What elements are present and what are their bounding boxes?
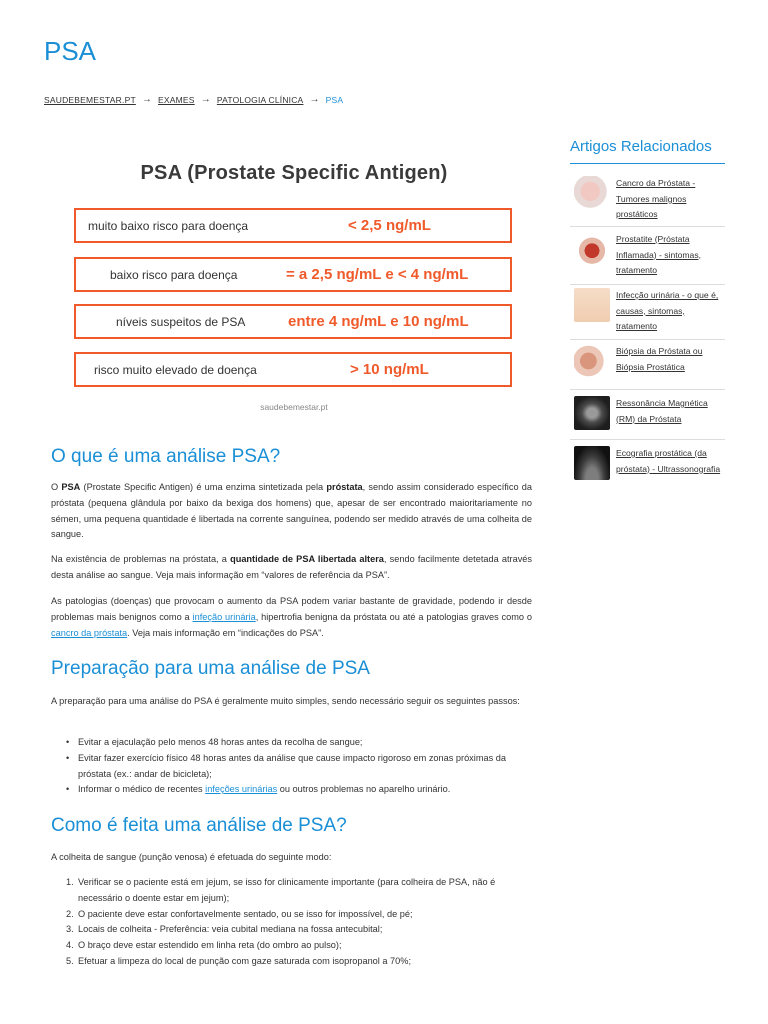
related-article-link[interactable]: Ressonância Magnética (RM) da Próstata <box>616 398 708 424</box>
breadcrumb-current: PSA <box>325 94 344 105</box>
procedure-list <box>51 875 532 970</box>
paragraph: A colheita de sangue (punção venosa) é efetuada do seguinte modo: <box>51 852 332 862</box>
infographic-watermark: saudebemestar.pt <box>260 402 328 412</box>
related-article-link[interactable]: Prostatite (Próstata Inflamada) - sintomas, tratamento <box>616 234 702 275</box>
preparation-list <box>51 735 532 798</box>
infographic-row-label: risco muito elevado de doença <box>94 362 257 377</box>
breadcrumb <box>44 94 343 105</box>
link-cancro-da-prostata[interactable]: cancro da próstata <box>51 627 128 638</box>
sidebar-divider <box>570 389 725 390</box>
psa-infographic <box>66 150 522 420</box>
list-item: • Informar o médico de recentes infeções urinárias ou outros problemas no aparelho urinário. <box>51 782 532 798</box>
breadcrumb-patologia-link[interactable]: PATOLOGIA CLÍNICA <box>216 94 304 105</box>
sidebar-title: Artigos Relacionados <box>570 138 712 155</box>
infographic-row <box>74 352 512 387</box>
infographic-row-label: baixo risco para doença <box>110 267 238 282</box>
list-item: • Evitar fazer exercício físico 48 horas antes da análise que cause impacto rigoroso em zonas próximas da próstata (ex.: andar de bicicleta); <box>51 751 532 783</box>
breadcrumb-arrow-icon: → <box>200 94 211 105</box>
infographic-row-label: muito baixo risco para doença <box>88 218 249 233</box>
related-article-link[interactable]: Cancro da Próstata - Tumores malignos prostáticos <box>616 178 696 219</box>
section-heading-como-e-feita: Como é feita uma análise de PSA? <box>51 815 347 836</box>
list-item: 3. Locais de colheita - Preferência: veia cubital mediana na fossa antecubital; <box>66 924 383 935</box>
related-article-link[interactable]: Infecção urinária - o que é, causas, sintomas, tratamento <box>616 290 719 331</box>
page-title: PSA <box>44 36 97 66</box>
infographic-title: PSA (Prostate Specific Antigen) <box>140 162 448 184</box>
sidebar-divider <box>570 226 725 227</box>
infographic-row-value: = a 2,5 ng/mL e < 4 ng/mL <box>286 266 469 283</box>
infographic-row-label: níveis suspeitos de PSA <box>116 314 246 329</box>
biopsy-thumbnail-icon <box>574 344 610 378</box>
link-infecao-urinaria[interactable]: infeção urinária <box>192 611 256 622</box>
related-article[interactable] <box>574 288 726 335</box>
list-item: 4. O braço deve estar estendido em linha reta (do ombro ao pulso); <box>66 940 342 951</box>
infographic-row-value: < 2,5 ng/mL <box>348 217 431 234</box>
section-heading-preparacao: Preparação para uma análise de PSA <box>51 658 370 679</box>
related-article[interactable] <box>574 232 726 279</box>
infographic-row <box>74 208 512 243</box>
related-article[interactable] <box>574 446 726 480</box>
related-article[interactable] <box>574 344 726 378</box>
paragraph: O PSA (Prostate Specific Antigen) é uma enzima sintetizada pela próstata, sendo assim considerado específico da próstata (pequena glândula por baixo da bexiga dos homens) que, apesar de ser encontrado maioritariamente no sémen, uma pequena quantidade é libertada na corrente sanguínea, podendo ser medido através de uma colheita de sangue. <box>51 482 532 540</box>
sidebar-divider <box>570 439 725 440</box>
infographic-row <box>74 257 512 292</box>
related-article[interactable] <box>574 176 726 223</box>
list-item: 5. Efetuar a limpeza do local de punção com gaze saturada com isopropanol a 70%; <box>66 955 411 966</box>
sidebar-divider <box>570 284 725 285</box>
breadcrumb-arrow-icon: → <box>309 94 320 105</box>
breadcrumb-arrow-icon: → <box>141 94 153 105</box>
mri-thumbnail-icon <box>574 396 610 430</box>
prostate-cancer-thumbnail-icon <box>574 176 610 210</box>
infographic-row <box>74 304 512 339</box>
paragraph: Na existência de problemas na próstata, a quantidade de PSA libertada altera, sendo facilmente detetada através desta análise ao sangue. Veja mais informação em “valores de referência da PSA”. <box>51 554 533 580</box>
list-item: 1. Verificar se o paciente está em jejum, se isso for clinicamente importante (para colheira de PSA, não é necessário o doente estar em jejum); <box>66 877 496 903</box>
paragraph: A preparação para uma análise do PSA é geralmente muito simples, sendo necessário seguir os seguintes passos: <box>51 696 520 706</box>
related-article-link[interactable]: Biópsia da Próstata ou Biópsia Prostática <box>616 346 703 372</box>
sidebar-divider <box>570 339 725 340</box>
section-heading-what-is: O que é uma análise PSA? <box>51 446 281 467</box>
infographic-row-value: entre 4 ng/mL e 10 ng/mL <box>288 313 469 330</box>
paragraph: As patologias (doenças) que provocam o aumento da PSA podem variar bastante de gravidade, podendo ir desde problemas mais benignos como a infeção urinária, hipertrofia benigna da próstata ou até a patologias graves como o cancro da próstata. Veja mais informação em “indicações do PSA”. <box>51 596 532 638</box>
ultrasound-thumbnail-icon <box>574 446 610 480</box>
breadcrumb-exames-link[interactable]: EXAMES <box>158 94 195 105</box>
related-article-link[interactable]: Ecografia prostática (da próstata) - Ultrassonografia <box>616 448 721 474</box>
sidebar-title-underline <box>570 163 725 164</box>
list-item: 2. O paciente deve estar confortavelmente sentado, ou se isso for impossível, de pé; <box>66 908 413 919</box>
breadcrumb-home-link[interactable]: SAUDEBEMESTAR.PT <box>44 94 136 105</box>
link-infecoes-urinarias[interactable]: infeções urinárias <box>205 784 278 795</box>
urinary-tract-thumbnail-icon <box>574 288 610 322</box>
prostatitis-thumbnail-icon <box>574 232 610 266</box>
infographic-row-value: > 10 ng/mL <box>350 361 429 378</box>
list-item: • Evitar a ejaculação pelo menos 48 horas antes da recolha de sangue; <box>51 735 532 751</box>
related-article[interactable] <box>574 396 726 430</box>
